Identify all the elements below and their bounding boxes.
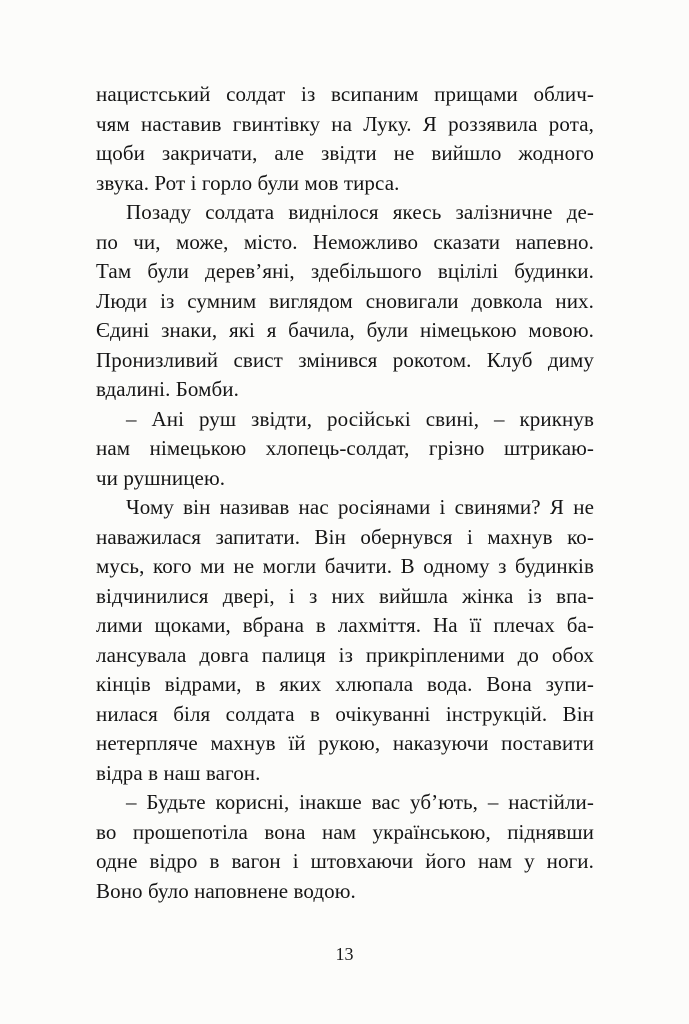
text-line: звука. Рот і горло були мов тирса. (96, 170, 400, 195)
text-line: одне відро в вагон і штовхаючи його нам у ноги. (96, 849, 594, 873)
text-line: нацистський солдат із всипаним прищами облич- (96, 82, 594, 106)
text-line: Чому він називав нас росіянами і свинями? Я не (126, 495, 594, 519)
paragraph (96, 80, 594, 198)
text-block (96, 80, 594, 906)
text-line: Воно було наповнене водою. (96, 878, 356, 903)
text-line: чи рушницею. (96, 465, 226, 490)
text-line: наважилася запитати. Він обернувся і махнув ко- (96, 524, 594, 549)
page-number: 13 (335, 944, 354, 964)
text-line: по чи, може, місто. Неможливо сказати напевно. (96, 229, 594, 254)
paragraph (96, 788, 594, 906)
text-line: нетерпляче махнув їй рукою, наказуючи поставити (96, 731, 594, 755)
text-line: чям наставив гвинтівку на Луку. Я роззявила рота, (96, 111, 594, 136)
text-line: мусь, кого ми не могли бачити. В одному з будинків (96, 554, 594, 578)
text-line: відчинилися двері, і з них вийшла жінка із впа- (96, 583, 594, 608)
text-line: нилася біля солдата в очікуванні інструкцій. Він (96, 701, 594, 726)
text-line: – Будьте корисні, інакше вас уб’ють, – настійли- (126, 790, 594, 814)
paragraph (96, 198, 594, 405)
text-line: Там були дерев’яні, здебільшого вцілілі будинки. (96, 259, 594, 283)
text-line: лансувала довга палиця із прикріпленими до обох (96, 642, 594, 667)
text-line: відра в наш вагон. (96, 760, 261, 785)
text-line: щоби закричати, але звідти не вийшло жодного (96, 141, 594, 165)
text-line: вдалині. Бомби. (96, 377, 239, 401)
text-line: Єдині знаки, які я бачила, були німецькою мовою. (96, 318, 594, 342)
text-line: – Ані руш звідти, російські свині, – крикнув (126, 406, 594, 431)
text-line: Люди із сумним виглядом сновигали довкола них. (96, 288, 594, 313)
text-line: во прошепотіла вона нам українською, піднявши (96, 819, 594, 844)
text-line: нам німецькою хлопець-солдат, грізно штрикаю- (96, 436, 594, 460)
text-line: лими щоками, вбрана в лахміття. На її плечах ба- (96, 613, 594, 637)
text-line: Пронизливий свист змінився рокотом. Клуб диму (96, 347, 594, 372)
paragraph (96, 405, 594, 494)
text-line: Позаду солдата виднілося якесь залізничне де- (126, 200, 594, 224)
text-line: кінців відрами, в яких хлюпала вода. Вона зупи- (96, 672, 594, 696)
paragraph (96, 493, 594, 788)
